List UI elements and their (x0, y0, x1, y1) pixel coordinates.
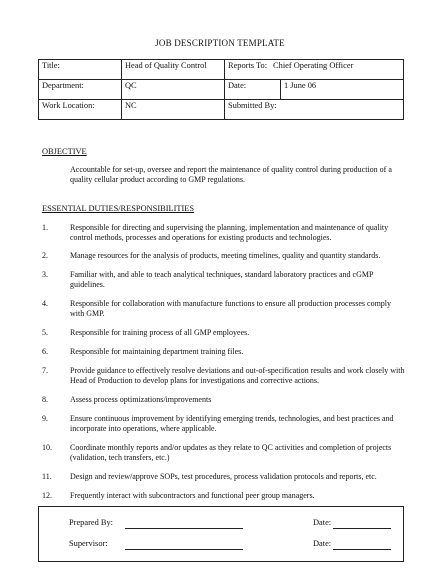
duty-number: 2. (42, 251, 48, 260)
signature-box (38, 506, 404, 562)
prepared-by-row (39, 518, 403, 530)
objective-text: Accountable for set-up, oversee and report the maintenance of quality control during production of a quality cellular product according to GMP regulations. (70, 165, 392, 184)
work-location-value: NC (122, 100, 225, 120)
duty-number: 7. (42, 366, 48, 375)
duty-text: Responsible for collaboration with manufacture functions to ensure all production processes comply with GMP. (70, 299, 392, 318)
duty-text: Assess process optimizations/improvements (70, 395, 212, 404)
prepared-by-date-line[interactable] (333, 528, 391, 529)
objective-heading: OBJECTIVE (42, 147, 87, 156)
duties-heading: ESSENTIAL DUTIES/RESPONSIBILITIES (42, 204, 195, 213)
prepared-by-label: Prepared By: (69, 518, 113, 527)
job-info-table (38, 59, 404, 120)
supervisor-date-label: Date: (313, 539, 332, 548)
duty-number: 10. (42, 443, 52, 452)
duty-number: 11. (42, 472, 52, 481)
prepared-by-signature-line[interactable] (125, 528, 243, 529)
duty-number: 1. (42, 223, 48, 232)
duty-text: Familiar with, and able to teach analytical techniques, standard laboratory practices and cGMP guidelines. (70, 270, 374, 289)
supervisor-row (39, 539, 403, 551)
reports-to-cell (225, 60, 404, 80)
duty-number: 5. (42, 328, 48, 337)
submitted-by-label: Submitted By: (225, 100, 404, 120)
document-title: JOB DESCRIPTION TEMPLATE (155, 38, 285, 48)
duty-text: Responsible for directing and supervising the planning, implementation and maintenance of quality control methods, processes and operations for existing products and technologies. (70, 223, 389, 242)
info-row-department (39, 80, 404, 100)
duty-text: Provide guidance to effectively resolve deviations and out-of-specification results and work closely with Head of Production to develop plans for investigations and corrective actions. (70, 366, 405, 385)
department-label: Department: (39, 80, 122, 100)
duty-number: 9. (42, 414, 48, 423)
prepared-by-date-label: Date: (313, 518, 332, 527)
duty-number: 6. (42, 347, 48, 356)
duty-text: Responsible for training process of all GMP employees. (70, 328, 250, 337)
info-row-location (39, 100, 404, 120)
duty-number: 12. (42, 491, 52, 500)
duty-text: Design and review/approve SOPs, test procedures, process validation protocols and reports, etc. (70, 472, 377, 481)
date-label: Date: (225, 80, 281, 100)
supervisor-date-line[interactable] (333, 549, 391, 550)
duty-text: Responsible for maintaining department training files. (70, 347, 244, 356)
duty-text: Frequently interact with subcontractors and functional peer group managers. (70, 491, 315, 500)
reports-to-label: Reports To: (228, 61, 268, 70)
duty-text: Coordinate monthly reports and/or updates as they relate to QC activities and completion of projects (validation, tech transfers, etc.) (70, 443, 392, 462)
duty-text: Manage resources for the analysis of products, meeting timelines, quality and quantity standards. (70, 251, 381, 260)
title-value: Head of Quality Control (122, 60, 225, 80)
supervisor-signature-line[interactable] (125, 549, 243, 550)
department-value: QC (122, 80, 225, 100)
work-location-label: Work Location: (39, 100, 122, 120)
duty-text: Ensure continuous improvement by identifying emerging trends, technologies, and best practices and incorporate into operations, where applicable. (70, 414, 394, 433)
date-value: 1 June 06 (281, 80, 404, 100)
duty-number: 8. (42, 395, 48, 404)
supervisor-label: Supervisor: (69, 539, 108, 548)
duty-number: 3. (42, 270, 48, 279)
duty-number: 4. (42, 299, 48, 308)
reports-to-value: Chief Operating Officer (273, 61, 354, 70)
info-row-title (39, 60, 404, 80)
title-label: Title: (39, 60, 122, 80)
